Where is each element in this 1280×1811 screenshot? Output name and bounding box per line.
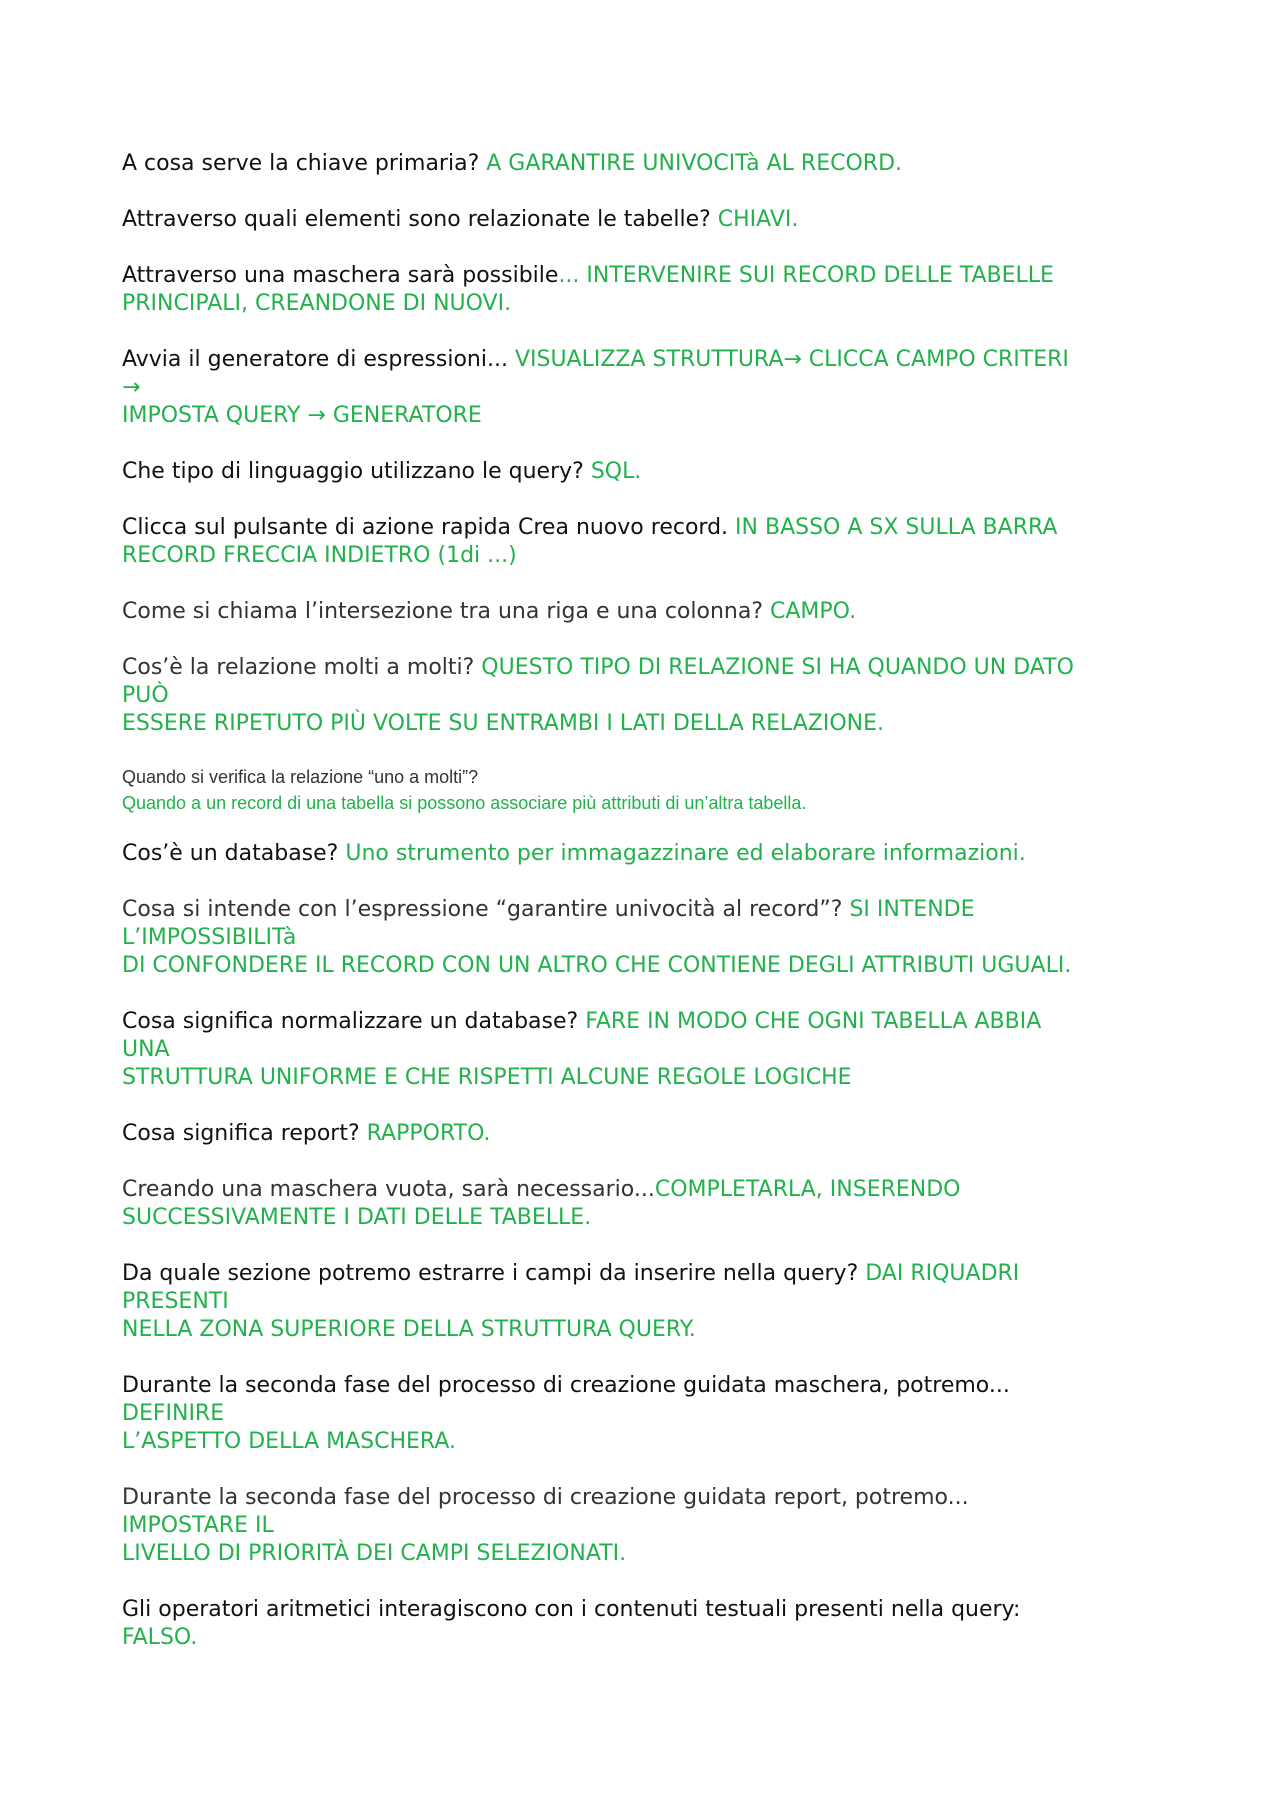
qa-item [122,598,1182,626]
answer-text: Uno strumento per immagazzinare ed elaborare informazioni. [345,841,1026,866]
answer-text: ... INTERVENIRE SUI RECORD DELLE TABELLE PRINCIPALI, CREANDONE DI NUOVI. [122,263,1054,316]
question-text: Clicca sul pulsante di azione rapida Crea nuovo record. [122,515,736,540]
question-text: Gli operatori aritmetici interagiscono con i contenuti testuali presenti nella query: [122,1597,1021,1622]
answer-text: COMPLETARLA, INSERENDO SUCCESSIVAMENTE I DATI DELLE TABELLE. [122,1177,961,1230]
answer-text: A GARANTIRE UNIVOCITà AL RECORD. [486,151,903,176]
answer-text: CAMPO. [770,599,857,624]
qa-item [122,764,1182,816]
answer-text: DEFINIRE L’ASPETTO DELLA MASCHERA. [122,1401,456,1454]
question-text: Da quale sezione potremo estrarre i campi da inserire nella query? [122,1261,866,1286]
question-text: Attraverso una maschera sarà possibile [122,263,559,288]
answer-text: IMPOSTARE IL LIVELLO DI PRIORITÀ DEI CAMPI SELEZIONATI. [122,1513,627,1566]
question-text: Cos’è un database? [122,841,346,866]
answer-text: VISUALIZZA STRUTTURA→ CLICCA CAMPO CRITERI → IMPOSTA QUERY → GENERATORE [122,347,1069,428]
question-text: Cosa significa normalizzare un database? [122,1009,586,1034]
answer-text: CHIAVI. [717,207,799,232]
answer-text: SQL. [590,459,642,484]
qa-item [122,1176,1182,1232]
question-text: Attraverso quali elementi sono relazionate le tabelle? [122,207,718,232]
question-text: Creando una maschera vuota, sarà necessario... [122,1177,655,1202]
answer-text: IN BASSO A SX SULLA BARRA RECORD FRECCIA INDIETRO (1di ...) [122,515,1058,568]
document-page [122,150,1182,1652]
qa-item [122,1484,1182,1568]
answer-text: SI INTENDE L’IMPOSSIBILITà DI CONFONDERE IL RECORD CON UN ALTRO CHE CONTIENE DEGLI ATTRIBUTI UGUALI. [122,897,1072,978]
answer-text: QUESTO TIPO DI RELAZIONE SI HA QUANDO UN DATO PUÒ ESSERE RIPETUTO PIÙ VOLTE SU ENTRAMBI I LATI DELLA RELAZIONE. [122,655,1074,736]
question-text: Quando si verifica la relazione “uno a molti”? [122,767,479,787]
question-text: Cos’è la relazione molti a molti? [122,655,482,680]
qa-item [122,346,1182,430]
answer-text: RAPPORTO. [366,1121,491,1146]
answer-text: FALSO. [122,1625,198,1650]
qa-item [122,840,1182,868]
question-text: Cosa significa report? [122,1121,367,1146]
question-text: Durante la seconda fase del processo di creazione guidata report, potremo... [122,1485,969,1510]
qa-item [122,1120,1182,1148]
question-text: Che tipo di linguaggio utilizzano le query? [122,459,591,484]
qa-item [122,1372,1182,1456]
answer-text: FARE IN MODO CHE OGNI TABELLA ABBIA UNA STRUTTURA UNIFORME E CHE RISPETTI ALCUNE REGOLE LOGICHE [122,1009,1042,1090]
qa-item [122,514,1182,570]
qa-item [122,206,1182,234]
qa-item [122,262,1182,318]
qa-item [122,1260,1182,1344]
question-text: Come si chiama l’intersezione tra una riga e una colonna? [122,599,771,624]
qa-item [122,458,1182,486]
question-text: Cosa si intende con l’espressione “garantire univocità al record”? [122,897,850,922]
qa-item [122,1596,1182,1652]
answer-text: Quando a un record di una tabella si possono associare più attributi di un’altra tabella. [122,793,807,813]
question-text: Durante la seconda fase del processo di creazione guidata maschera, potremo... [122,1373,1010,1398]
question-text: Avvia il generatore di espressioni... [122,347,515,372]
question-text: A cosa serve la chiave primaria? [122,151,487,176]
qa-item [122,896,1182,980]
qa-item [122,1008,1182,1092]
qa-item [122,654,1182,738]
qa-item [122,150,1182,178]
answer-text: DAI RIQUADRI PRESENTI NELLA ZONA SUPERIORE DELLA STRUTTURA QUERY. [122,1261,1020,1342]
